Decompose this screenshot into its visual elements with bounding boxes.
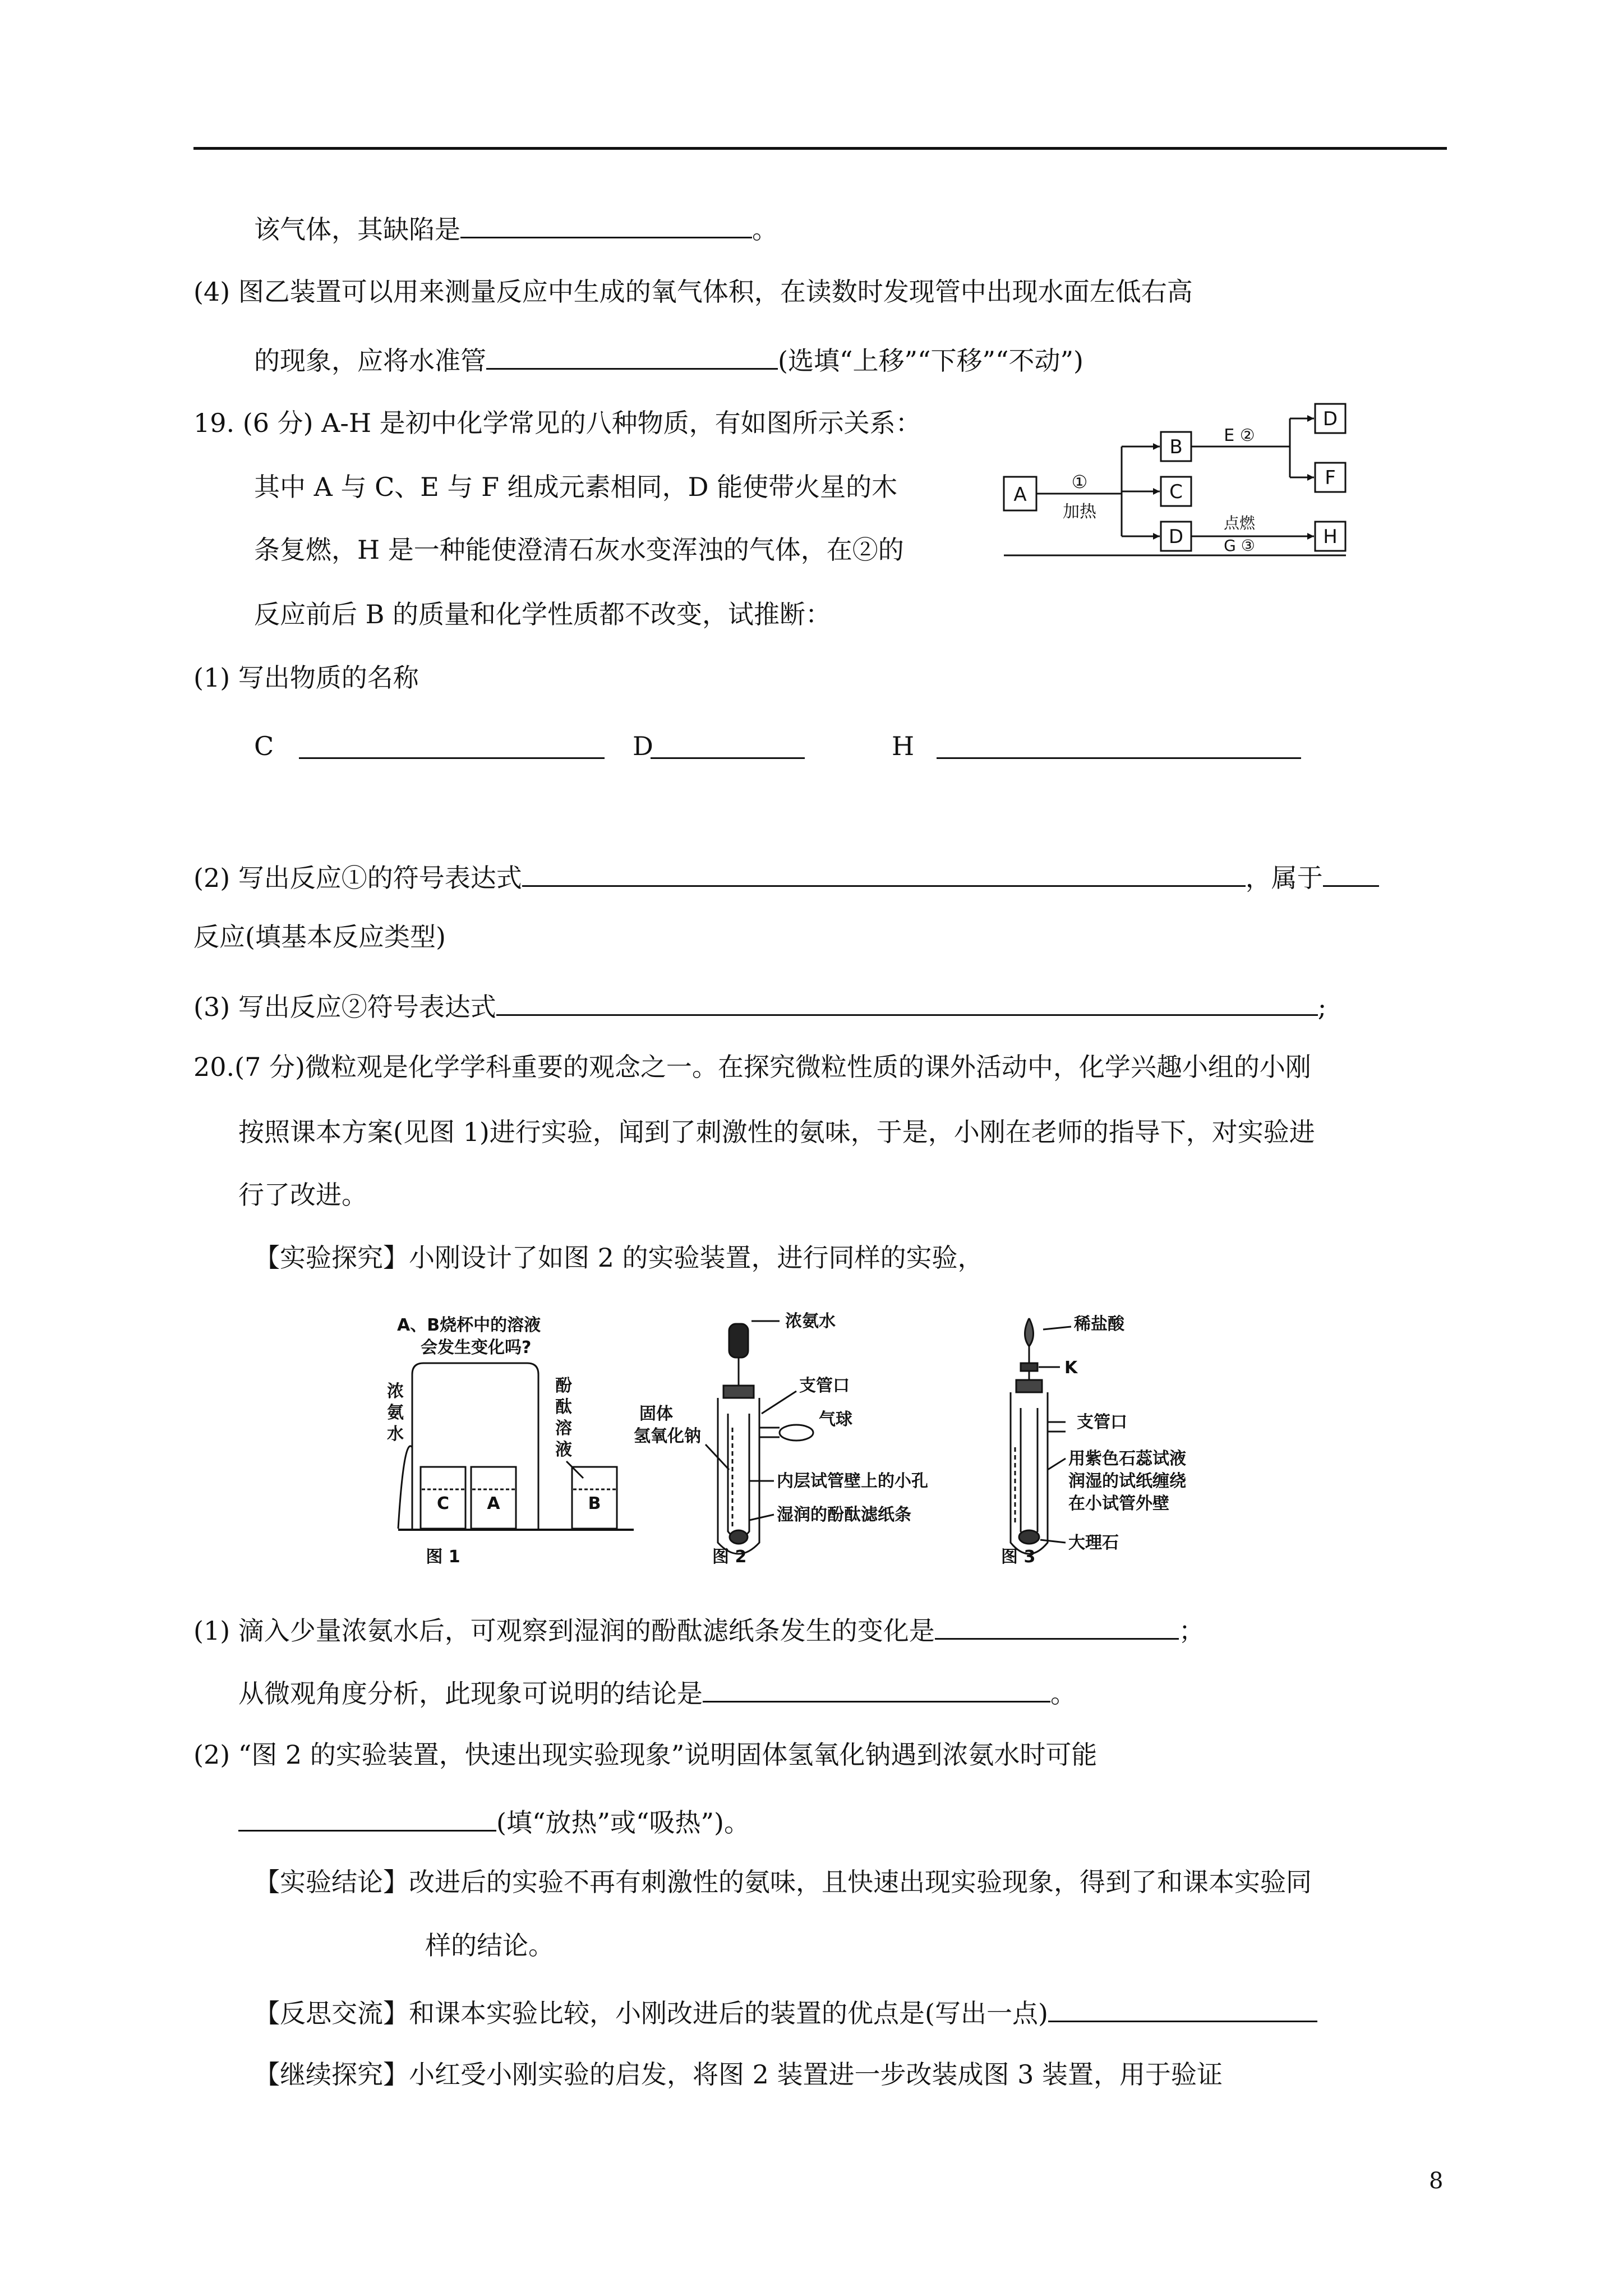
q20-line-3: 行了改进。 [238, 1180, 367, 1210]
answer-blank[interactable] [522, 857, 1246, 887]
svg-text:酚: 酚 [555, 1376, 572, 1396]
name-c-label: C [254, 731, 274, 761]
svg-text:B: B [588, 1494, 601, 1513]
q19-sub-3: (3) 写出反应②符号表达式 ; [193, 986, 1326, 1024]
flow-heat: 加热 [1063, 502, 1096, 522]
q20-sub-2-b: (填“放热”或“吸热”)。 [238, 1802, 750, 1839]
answer-blank[interactable] [496, 986, 1318, 1016]
svg-text:支管口: 支管口 [799, 1376, 850, 1396]
svg-text:稀盐酸: 稀盐酸 [1074, 1314, 1124, 1334]
svg-text:大理石: 大理石 [1068, 1533, 1119, 1553]
name-d-label: D [633, 731, 653, 761]
name-d-blank[interactable] [651, 729, 805, 759]
header-rule [193, 147, 1447, 150]
answer-blank[interactable] [238, 1802, 496, 1832]
flow-ignite: 点燃 [1223, 514, 1256, 532]
reflection: 【反思交流】和课本实验比较，小刚改进后的装置的优点是(写出一点) [254, 1993, 1317, 2030]
answer-blank[interactable] [1048, 1993, 1317, 2022]
q19-line-4: 反应前后 B 的质量和化学性质都不改变，试推断： [254, 599, 832, 629]
svg-text:水: 水 [387, 1424, 404, 1444]
flow-g3: G ③ [1224, 536, 1255, 555]
q19-line-1: 19. (6 分) A-H 是初中化学常见的八种物质，有如图所示关系： [193, 408, 921, 438]
svg-text:K: K [1064, 1358, 1078, 1378]
svg-text:A: A [487, 1494, 500, 1513]
q19-sub-2-cont: 反应(填基本反应类型) [193, 922, 446, 952]
flow-d1: D [1168, 526, 1184, 548]
name-c-blank[interactable] [299, 729, 605, 759]
answer-blank[interactable] [935, 1610, 1179, 1640]
flow-b: B [1169, 436, 1183, 458]
name-h-blank[interactable] [937, 729, 1301, 759]
q20-line-1: 20.(7 分)微粒观是化学学科重要的观念之一。在探究微粒性质的课外活动中，化学兴趣小组的小刚 [193, 1052, 1311, 1082]
figure-2 [634, 1307, 959, 1571]
figure-3 [976, 1307, 1290, 1571]
svg-text:在小试管外壁: 在小试管外壁 [1068, 1494, 1169, 1513]
svg-text:湿润的酚酞滤纸条: 湿润的酚酞滤纸条 [777, 1505, 911, 1525]
flow-h: H [1323, 526, 1338, 548]
svg-text:浓: 浓 [387, 1382, 404, 1401]
q19-sub-1: (1) 写出物质的名称 [193, 662, 419, 693]
experiment-conclusion: 【实验结论】改进后的实验不再有刺激性的氨味，且快速出现实验现象，得到了和课本实验同 [254, 1867, 1312, 1897]
svg-text:用紫色石蕊试液: 用紫色石蕊试液 [1068, 1449, 1186, 1469]
q20-line-2: 按照课本方案(见图 1)进行实验，闻到了刺激性的氨味，于是，小刚在老师的指导下，对实验进 [238, 1117, 1315, 1147]
flow-f: F [1325, 467, 1336, 489]
q20-sub-1: (1) 滴入少量浓氨水后，可观察到湿润的酚酞滤纸条发生的变化是 ； [193, 1610, 1205, 1648]
answer-blank[interactable] [460, 209, 752, 238]
q19-line-2: 其中 A 与 C、E 与 F 组成元素相同，D 能使带火星的木 [254, 472, 898, 502]
flow-d2: D [1322, 408, 1338, 430]
fig3-caption: 图 3 [1001, 1547, 1036, 1567]
flow-c: C [1169, 481, 1183, 503]
svg-text:氢氧化钠: 氢氧化钠 [634, 1427, 701, 1446]
answer-blank[interactable] [1323, 857, 1379, 887]
svg-text:C: C [436, 1494, 450, 1513]
q19-sub-2: (2) 写出反应①的符号表达式 ，属于 [193, 857, 1379, 895]
continue-explore: 【继续探究】小红受小刚实验的启发，将图 2 装置进一步改装成图 3 装置，用于验证 [254, 2059, 1223, 2090]
svg-text:会发生变化吗?: 会发生变化吗? [421, 1338, 532, 1358]
flow-a: A [1013, 484, 1027, 506]
svg-text:溶: 溶 [555, 1419, 572, 1438]
answer-blank[interactable] [486, 340, 778, 370]
line-2: (4) 图乙装置可以用来测量反应中生成的氧气体积，在读数时发现管中出现水面左低右高 [193, 277, 1193, 307]
svg-text:气球: 气球 [819, 1410, 852, 1429]
experiment-explore: 【实验探究】小刚设计了如图 2 的实验装置，进行同样的实验， [254, 1243, 984, 1273]
q19-line-3: 条复燃，H 是一种能使澄清石灰水变浑浊的气体，在②的 [254, 535, 904, 565]
page-number: 8 [1429, 2168, 1444, 2194]
flow-step1: ① [1071, 471, 1088, 493]
svg-text:润湿的试纸缠绕: 润湿的试纸缠绕 [1068, 1471, 1186, 1491]
flow-e2: E ② [1224, 426, 1255, 445]
q20-sub-2: (2) “图 2 的实验装置，快速出现实验现象”说明固体氢氧化钠遇到浓氨水时可能 [193, 1740, 1098, 1770]
svg-text:内层试管壁上的小孔: 内层试管壁上的小孔 [777, 1471, 928, 1491]
q20-sub-1-b: 从微观角度分析，此现象可说明的结论是 。 [238, 1673, 1076, 1710]
svg-text:浓氨水: 浓氨水 [785, 1312, 836, 1331]
svg-text:酞: 酞 [555, 1397, 572, 1417]
svg-text:氨: 氨 [387, 1403, 404, 1423]
reaction-flow-diagram [998, 387, 1357, 567]
name-h-label: H [892, 731, 915, 761]
svg-text:A、B烧杯中的溶液: A、B烧杯中的溶液 [397, 1315, 541, 1335]
experiment-conclusion-cont: 样的结论。 [425, 1930, 554, 1961]
svg-text:固体: 固体 [639, 1404, 673, 1424]
fig2-caption: 图 2 [712, 1547, 747, 1567]
svg-text:液: 液 [555, 1440, 572, 1460]
svg-text:支管口: 支管口 [1077, 1412, 1127, 1432]
answer-blank[interactable] [703, 1673, 1050, 1703]
line-1: 该气体，其缺陷是 。 [254, 209, 778, 246]
fig1-caption: 图 1 [426, 1547, 460, 1567]
line-3: 的现象，应将水准管 (选填“上移”“下移”“不动”) [254, 340, 1083, 378]
